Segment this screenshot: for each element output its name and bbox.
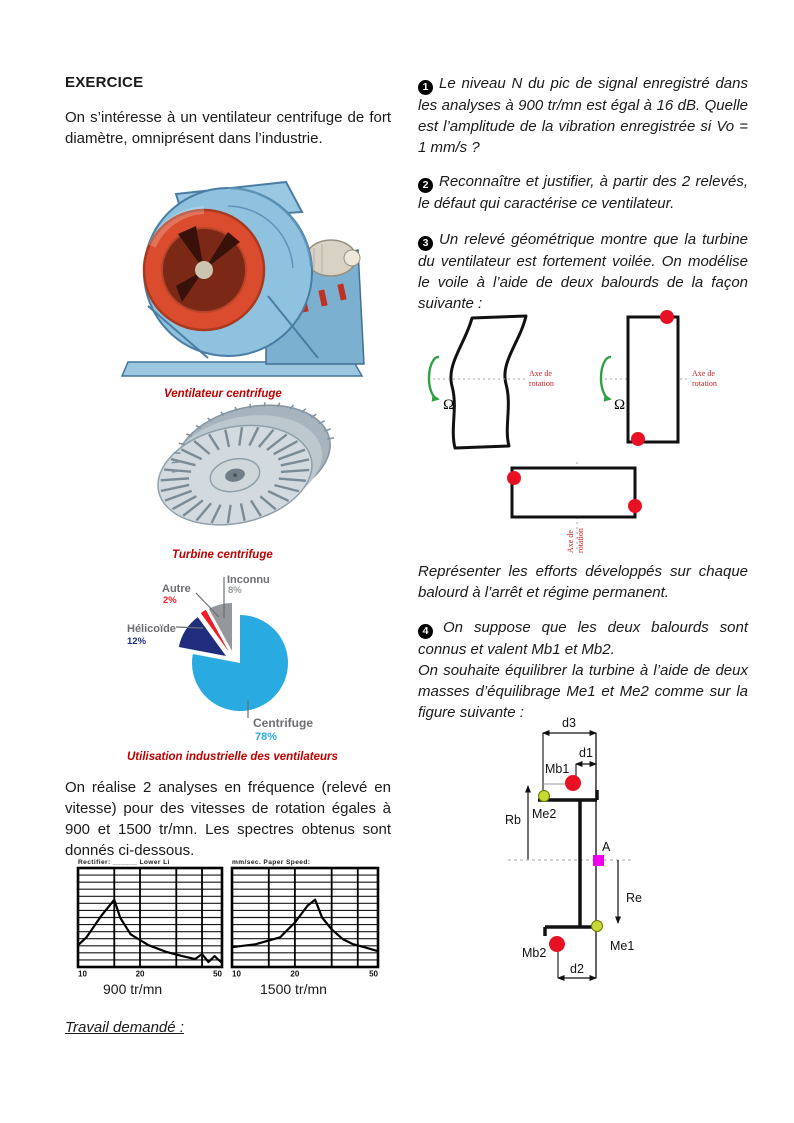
me2-label: Me2: [532, 807, 557, 821]
spectra-figure: [75, 853, 385, 984]
fan-caption: Ventilateur centrifuge: [164, 388, 282, 400]
pie-caption: Utilisation industrielle des ventilateurs: [127, 751, 338, 763]
tick-label: 10: [78, 969, 87, 979]
question-4: [418, 617, 748, 723]
mb2-dot: [549, 936, 565, 952]
rb-label: Rb: [505, 813, 521, 827]
axis-label-left-2: rotation: [529, 379, 554, 388]
balourd-model-diagrams: [418, 310, 763, 452]
dim-d3-label: d3: [562, 716, 576, 730]
spectrum-left-header: Rectifier: ______ Lower Li: [78, 859, 170, 866]
me1-dot: [592, 921, 603, 932]
question-3-text: Un relevé géométrique montre que la turbine du ventilateur est fortement voilée. On modélise le voile à l’aide de deux balourds de la façon suivante :: [418, 231, 748, 312]
pie-label-centrifuge: Centrifuge: [253, 716, 313, 730]
axis-label-vert-2: rotation: [576, 528, 585, 553]
pie-label-autre: Autre: [162, 583, 191, 595]
re-label: Re: [626, 891, 642, 905]
spectrum-left-caption: 900 tr/mn: [103, 981, 163, 997]
spectrum-1500: [232, 868, 379, 979]
me1-label: Me1: [610, 939, 635, 953]
pie-label-inconnu: Inconnu: [227, 574, 270, 586]
turbine-caption: Turbine centrifuge: [172, 549, 273, 561]
question-4a-text: On suppose que les deux balourds sont connus et valent Mb1 et Mb2.: [418, 619, 748, 658]
mb1-dot: [565, 775, 581, 791]
model-plate-shape: [628, 317, 678, 442]
omega-left: Ω: [443, 397, 455, 413]
travail-heading: Travail demandé :: [65, 1019, 184, 1036]
pie-label-helicoide: Hélicoïde: [127, 623, 176, 635]
tick-label: 10: [232, 969, 241, 979]
axis-label-right-1: Axe de: [692, 369, 715, 378]
axis-label-right-2: rotation: [692, 379, 717, 388]
mb1-label: Mb1: [545, 762, 570, 776]
spectrum-right-header: mm/sec. Paper Speed:: [232, 859, 311, 866]
balancing-figure: [495, 712, 730, 1004]
intro-paragraph: On s’intéresse à un ventilateur centrifuge de fort diamètre, omniprésent dans l’industrie.: [65, 109, 391, 147]
tick-label: 20: [290, 969, 300, 979]
represent-paragraph: Représenter les efforts développés sur chaque balourd à l’arrêt et régime permanent.: [418, 563, 748, 601]
pie-chart: [115, 566, 370, 744]
me2-dot: [539, 791, 550, 802]
question-1-number: 1: [418, 80, 433, 95]
question-2: [418, 171, 748, 214]
dim-d2-label: d2: [570, 962, 584, 976]
question-1-text: Le niveau N du pic de signal enregistré dans les analyses à 900 tr/mn est égal à 16 dB. Quelle est l’amplitude de la vibration enregistrée si Vo = 1 mm/s ?: [418, 75, 748, 156]
analyses-paragraph: On réalise 2 analyses en fréquence (relevé en vitesse) pour des vitesses de rotation égales à 900 et 1500 tr/mn. Les spectres obtenus sont donnés ci-dessous.: [65, 779, 391, 859]
tick-label: 50: [213, 969, 222, 979]
question-4b-text: On souhaite équilibrer la turbine à l’aide de deux masses d’équilibrage Me1 et Me2 comme sur la figure suivante :: [418, 662, 748, 721]
point-a-square: [593, 855, 604, 866]
spectrum-900: [78, 868, 223, 979]
balourd-dot-bottom: [631, 432, 645, 446]
axis-label-left-1: Axe de: [529, 369, 552, 378]
turbine-photo: [140, 400, 340, 542]
fan-photo: [118, 176, 368, 381]
rotor-rect-shape: [512, 468, 635, 517]
pie-pct-helicoide: 12%: [127, 636, 147, 647]
tick-label: 50: [369, 969, 378, 979]
pie-pct-autre: 2%: [163, 595, 177, 606]
question-3: [418, 229, 748, 314]
pie-pct-centrifuge: 78%: [255, 731, 278, 743]
turbine-figure: [140, 400, 340, 561]
fan-figure: [118, 176, 368, 400]
pie-pct-inconnu: 8%: [228, 585, 242, 596]
rotor-horizontal-diagram: [495, 455, 700, 560]
balourd-dot-right: [628, 499, 642, 513]
balourd-dot-top: [660, 310, 674, 324]
dim-d1-label: d1: [579, 746, 593, 760]
balourd-dot-left: [507, 471, 521, 485]
question-2-number: 2: [418, 178, 433, 193]
spectrum-right-caption: 1500 tr/mn: [260, 981, 327, 997]
axis-label-vert-1: Axe de: [566, 530, 575, 553]
point-a-label: A: [602, 840, 611, 854]
question-4-number: 4: [418, 624, 433, 639]
tick-label: 20: [135, 969, 145, 979]
question-3-number: 3: [418, 236, 433, 251]
spectrum-charts: [75, 853, 385, 979]
rotation-arrow-left: [429, 357, 439, 399]
question-4a: [418, 617, 748, 660]
rotation-arrow-right: [601, 357, 611, 399]
warped-plate-shape: [451, 316, 526, 448]
omega-right: Ω: [614, 397, 626, 413]
spectra-captions: [75, 981, 385, 999]
pie-figure: [115, 566, 370, 763]
exercise-heading: EXERCICE: [65, 74, 144, 91]
question-2-text: Reconnaître et justifier, à partir des 2 relevés, le défaut qui caractérise ce ventilateur.: [418, 173, 748, 212]
turbine-rim-tick: [249, 404, 251, 408]
pie-slices: [179, 603, 288, 711]
mb2-label: Mb2: [522, 946, 547, 960]
question-1: [418, 73, 748, 158]
